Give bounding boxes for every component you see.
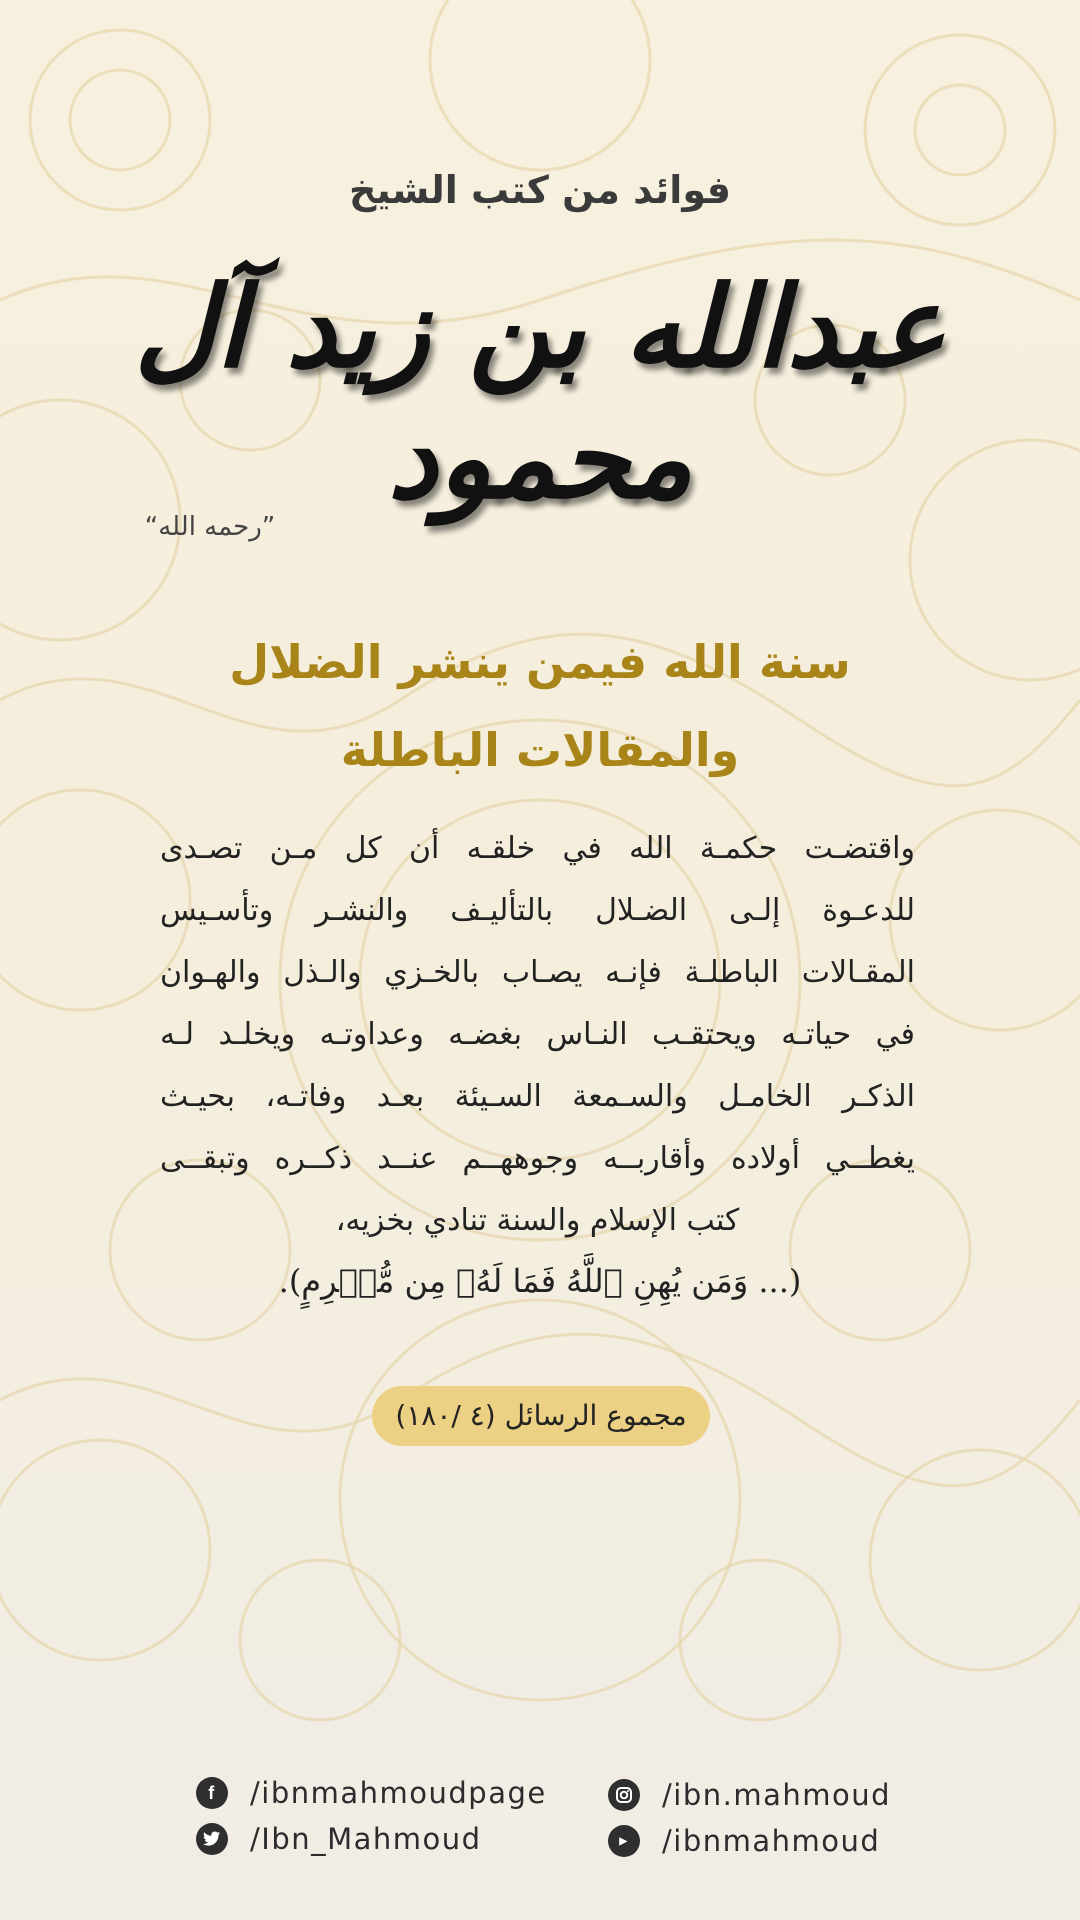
- youtube-link[interactable]: [608, 1824, 880, 1858]
- facebook-handle: /ibnmahmoudpage: [250, 1776, 547, 1810]
- facebook-link[interactable]: [196, 1776, 547, 1810]
- youtube-handle: /ibnmahmoud: [662, 1824, 881, 1858]
- quote-body: [160, 818, 915, 1252]
- quote-line: في حياتـه ويحتقـب النـاس بغضـه وعداوتـه ويخلـد لـه: [160, 1017, 915, 1052]
- twitter-link[interactable]: [196, 1822, 482, 1856]
- topic-title: [0, 618, 1080, 794]
- instagram-icon: [608, 1779, 640, 1811]
- facebook-icon: f: [196, 1777, 228, 1809]
- quote-line: يغطــي أولاده وأقاربــه وجوههــم عنــد ذكــره وتبقــى: [160, 1141, 915, 1176]
- quote-line: الذكـر الخامـل والسـمعة السـيئة بعـد وفاتـه، بحيـث: [160, 1079, 915, 1114]
- series-subtitle: فوائد من كتب الشيخ: [348, 168, 732, 212]
- quran-verse: (... وَمَن يُهِنِ ٱللَّهُ فَمَا لَهُۥ مِن مُّكۡرِمٍ).: [278, 1262, 802, 1300]
- honorific-text: ”رحمه الله“: [144, 512, 276, 542]
- quote-line: المقـالات الباطلـة فإنـه يصـاب بالخـزي والـذل والهـوان: [160, 955, 915, 990]
- instagram-handle: /ibn.mahmoud: [662, 1778, 892, 1812]
- quote-line: للدعـوة إلـى الضـلال بالتأليـف والنشـر وتأسـيس: [160, 893, 915, 928]
- quote-line: واقتضـت حكمـة الله في خلقـه أن كل مـن تصـدى: [160, 831, 915, 866]
- topic-title-line-2: والمقالات الباطلة: [340, 723, 740, 777]
- sheikh-name-calligraphy: عبدالله بن زيد آل محمود: [134, 262, 946, 524]
- youtube-icon: ▶: [608, 1825, 640, 1857]
- quote-last-line: كتب الإسلام والسنة تنادي بخزيه،: [335, 1203, 740, 1238]
- source-badge: مجموع الرسائل (٤ /١٨٠): [372, 1386, 710, 1446]
- topic-title-line-1: سنة الله فيمن ينشر الضلال: [229, 635, 851, 689]
- instagram-link[interactable]: [608, 1778, 891, 1812]
- twitter-handle: /Ibn_Mahmoud: [250, 1822, 482, 1856]
- twitter-icon: [196, 1823, 228, 1855]
